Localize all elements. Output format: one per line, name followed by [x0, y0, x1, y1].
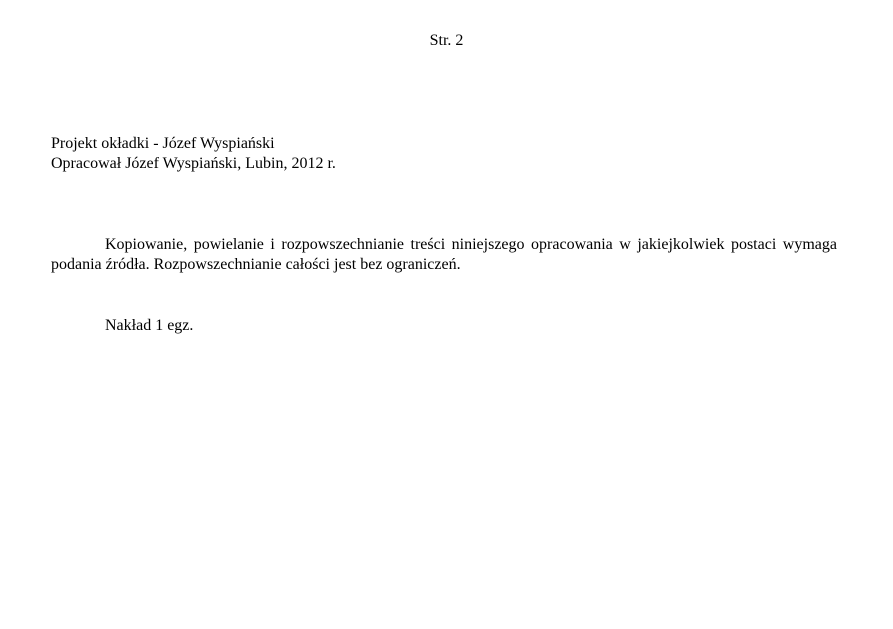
cover-design-credit: Projekt okładki - Józef Wyspiański [51, 135, 275, 152]
page-number: Str. 2 [429, 32, 464, 49]
prepared-by-credit: Opracował Józef Wyspiański, Lubin, 2012 r. [51, 155, 336, 172]
credits-block [51, 134, 336, 174]
print-run-note: Nakład 1 egz. [105, 317, 194, 334]
copyright-notice: Kopiowanie, powielanie i rozpowszechnianie treści niniejszego opracowania w jakiejkolwiek postaci wymaga podania źródła. Rozpowszechnianie całości jest bez ograniczeń. [51, 236, 837, 273]
